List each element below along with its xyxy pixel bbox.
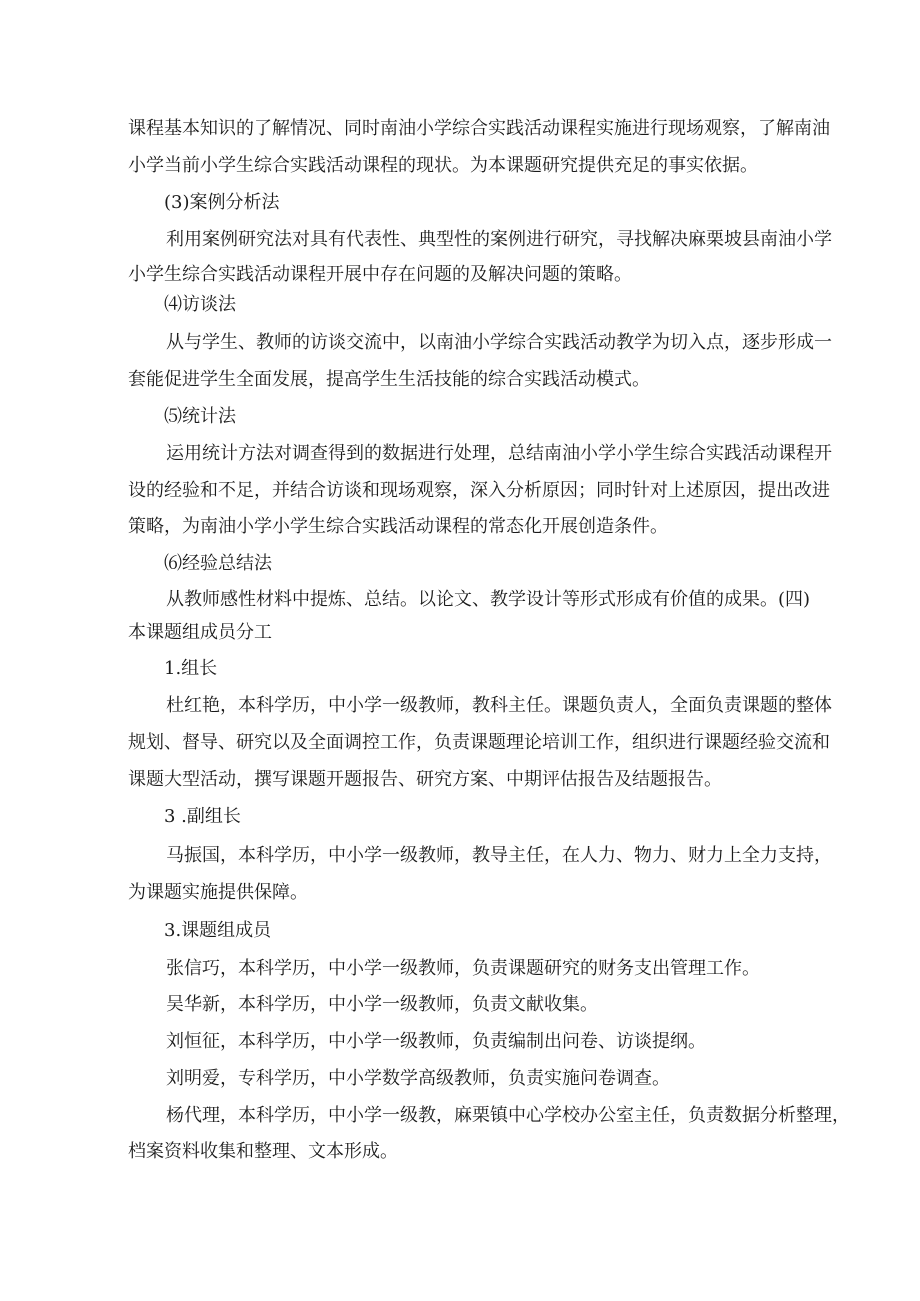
paragraph-line: 课程基本知识的了解情况、同时南油小学综合实践活动课程实施进行现场观察，了解南油 (128, 118, 830, 139)
member-entry: 杨代理，本科学历，中小学一级教，麻栗镇中心学校办公室主任，负责数据分析整理， (166, 1105, 850, 1126)
section-heading: (3)案例分析法 (164, 192, 280, 213)
paragraph-line: 马振国，本科学历，中小学一级教师，教导主任，在人力、物力、财力上全力支持， (166, 845, 832, 866)
section-heading: 1.组长 (164, 658, 218, 679)
member-entry: 档案资料收集和整理、文本形成。 (128, 1141, 398, 1162)
section-heading: 3.课题组成员 (164, 920, 272, 941)
member-entry: 张信巧，本科学历，中小学一级教师，负责课题研究的财务支出管理工作。 (166, 958, 760, 979)
paragraph-line: 套能促进学生全面发展，提高学生生活技能的综合实践活动模式。 (128, 369, 650, 390)
member-entry: 刘恒征，本科学历，中小学一级教师，负责编制出问卷、访谈提纲。 (166, 1031, 706, 1052)
section-heading: ⑷访谈法 (164, 294, 236, 315)
paragraph-line: 从与学生、教师的访谈交流中，以南油小学综合实践活动教学为切入点，逐步形成一 (166, 332, 832, 353)
paragraph-line: 策略，为南油小学小学生综合实践活动课程的常态化开展创造条件。 (128, 516, 668, 537)
section-heading: ⑹经验总结法 (164, 553, 272, 574)
paragraph-line: 为课题实施提供保障。 (128, 882, 308, 903)
paragraph-line: 杜红艳，本科学历，中小学一级教师，教科主任。课题负责人，全面负责课题的整体 (166, 695, 832, 716)
paragraph-line: 小学当前小学生综合实践活动课程的现状。为本课题研究提供充足的事实依据。 (128, 155, 758, 176)
section-heading: ⑸统计法 (164, 406, 236, 427)
paragraph-line: 从教师感性材料中提炼、总结。以论文、教学设计等形式形成有价值的成果。(四) (166, 589, 811, 610)
paragraph-line: 小学生综合实践活动课程开展中存在问题的及解决问题的策略。 (128, 264, 632, 285)
paragraph-line: 运用统计方法对调查得到的数据进行处理，总结南油小学小学生综合实践活动课程开 (166, 443, 832, 464)
paragraph-line: 课题大型活动，撰写课题开题报告、研究方案、中期评估报告及结题报告。 (128, 769, 722, 790)
paragraph-line: 设的经验和不足，并结合访谈和现场观察，深入分析原因；同时针对上述原因，提出改进 (128, 480, 830, 501)
paragraph-line: 利用案例研究法对具有代表性、典型性的案例进行研究，寻找解决麻栗坡县南油小学 (166, 229, 832, 250)
member-entry: 刘明爱，专科学历，中小学数学高级教师，负责实施问卷调查。 (166, 1068, 670, 1089)
paragraph-line: 规划、督导、研究以及全面调控工作，负责课题理论培训工作，组织进行课题经验交流和 (128, 732, 830, 753)
member-entry: 吴华新，本科学历，中小学一级教师，负责文献收集。 (166, 994, 598, 1015)
section-heading: 本课题组成员分工 (128, 622, 272, 643)
section-heading: 3 .副组长 (164, 806, 241, 827)
